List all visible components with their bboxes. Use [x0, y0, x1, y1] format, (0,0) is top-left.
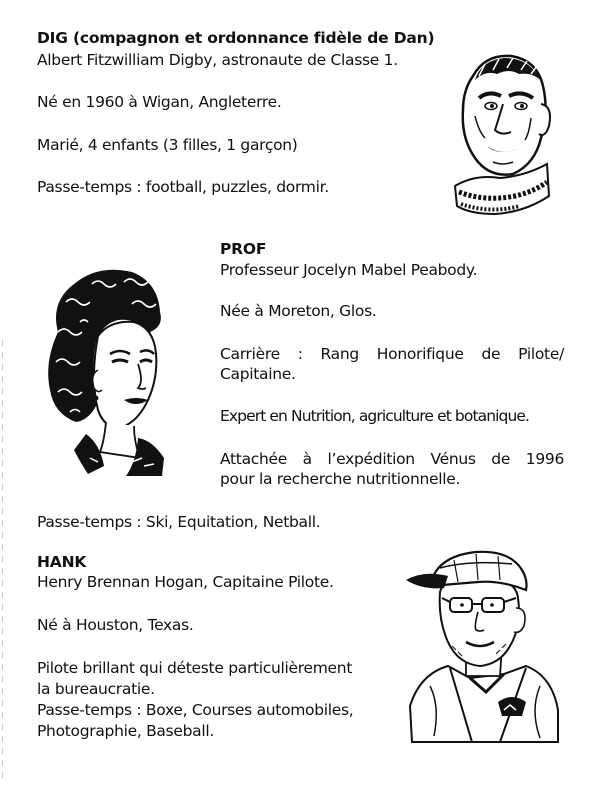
prof-career-line-2: Capitaine.	[220, 365, 296, 383]
dig-name: Albert Fitzwilliam Digby, astronaute de Classe 1.	[37, 51, 398, 69]
hank-name: Henry Brennan Hogan, Capitaine Pilote.	[37, 573, 334, 591]
scan-margin	[2, 340, 3, 780]
prof-hobbies: Passe-temps : Ski, Equitation, Netball.	[37, 513, 321, 531]
dig-heading: DIG (compagnon et ordonnance fidèle de Dan)	[37, 29, 435, 47]
prof-name: Professeur Jocelyn Mabel Peabody.	[220, 261, 478, 279]
hank-description-line-2: la bureaucratie.	[37, 680, 155, 698]
dig-family: Marié, 4 enfants (3 filles, 1 garçon)	[37, 136, 298, 154]
hank-hobbies-line-2: Photographie, Baseball.	[37, 722, 215, 740]
hank-born: Né à Houston, Texas.	[37, 616, 194, 634]
prof-career-line-1: Carrière : Rang Honorifique de Pilote/	[220, 345, 564, 363]
prof-heading: PROF	[220, 240, 267, 258]
dig-portrait-icon	[445, 46, 555, 218]
prof-portrait-icon	[40, 262, 170, 477]
prof-mission-line-2: pour la recherche nutritionnelle.	[220, 470, 461, 488]
prof-mission-line-1: Attachée à l’expédition Vénus de 1996	[220, 450, 564, 468]
dig-born: Né en 1960 à Wigan, Angleterre.	[37, 93, 282, 111]
hank-hobbies-line-1: Passe-temps : Boxe, Courses automobiles,	[37, 701, 354, 719]
hank-portrait-icon	[400, 546, 560, 746]
hank-description-line-1: Pilote brillant qui déteste particulièrement	[37, 659, 353, 677]
dig-hobbies: Passe-temps : football, puzzles, dormir.	[37, 178, 329, 196]
prof-born: Née à Moreton, Glos.	[220, 302, 377, 320]
hank-heading: HANK	[37, 553, 87, 571]
prof-expertise: Expert en Nutrition, agriculture et botanique.	[220, 407, 530, 425]
